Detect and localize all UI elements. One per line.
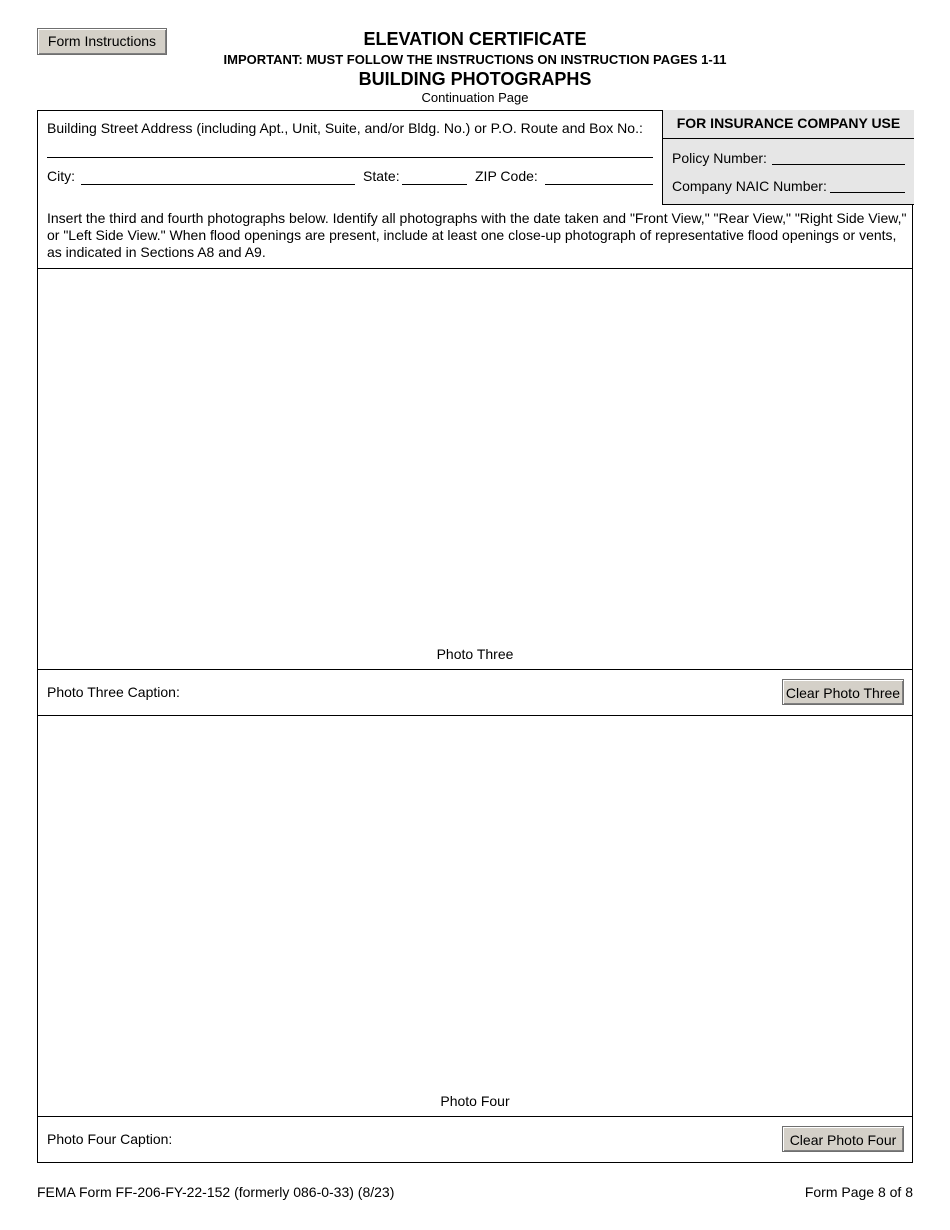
form-id-footer: FEMA Form FF-206-FY-22-152 (formerly 086-0-33) (8/23) [37, 1184, 395, 1200]
policy-number-label: Policy Number: [672, 150, 767, 166]
important-notice: IMPORTANT: MUST FOLLOW THE INSTRUCTIONS ON INSTRUCTION PAGES 1-11 [223, 52, 727, 67]
clear-photo-three-button[interactable]: Clear Photo Three [782, 679, 904, 705]
street-address-label: Building Street Address (including Apt., Unit, Suite, and/or Bldg. No.) or P.O. Route and Box No.: [47, 120, 643, 136]
page-title: ELEVATION CERTIFICATE [363, 29, 587, 49]
photo-three-area[interactable] [38, 269, 912, 669]
city-field[interactable] [81, 184, 355, 185]
form-container [37, 110, 913, 1163]
photo-instructions: Insert the third and fourth photographs below. Identify all photographs with the date taken and "Front View," "Rear View," "Right Side View," or "Left Side View." When flood openings are present, include at least one close-up photograph of representative flood openings or vents, as indicated in Sections A8 and A9. [47, 210, 907, 260]
insurance-company-box [662, 110, 914, 205]
photo-four-area[interactable] [38, 716, 912, 1116]
page-number-footer: Form Page 8 of 8 [804, 1184, 913, 1200]
photo-four-caption-label: Photo Four Caption: [47, 1131, 173, 1147]
divider [38, 669, 912, 670]
photo-three-caption-label: Photo Three Caption: [47, 684, 180, 700]
divider [38, 1116, 912, 1117]
naic-number-label: Company NAIC Number: [672, 178, 827, 194]
zip-code-field[interactable] [545, 184, 653, 185]
photo-three-label: Photo Three [436, 646, 514, 662]
zip-code-label: ZIP Code: [475, 168, 538, 184]
form-instructions-button[interactable]: Form Instructions [37, 28, 167, 55]
section-title: BUILDING PHOTOGRAPHS [358, 69, 592, 89]
street-address-field[interactable] [47, 157, 653, 158]
policy-number-field[interactable] [772, 164, 905, 165]
state-label: State: [363, 168, 400, 184]
city-label: City: [47, 168, 75, 184]
photo-three-caption-field[interactable] [188, 679, 768, 703]
state-field[interactable] [402, 184, 467, 185]
continuation-label: Continuation Page [421, 90, 529, 105]
naic-number-field[interactable] [830, 192, 905, 193]
clear-photo-four-button[interactable]: Clear Photo Four [782, 1126, 904, 1152]
insurance-heading: FOR INSURANCE COMPANY USE [663, 110, 914, 139]
photo-four-caption-field[interactable] [188, 1126, 768, 1150]
photo-four-label: Photo Four [440, 1093, 510, 1109]
